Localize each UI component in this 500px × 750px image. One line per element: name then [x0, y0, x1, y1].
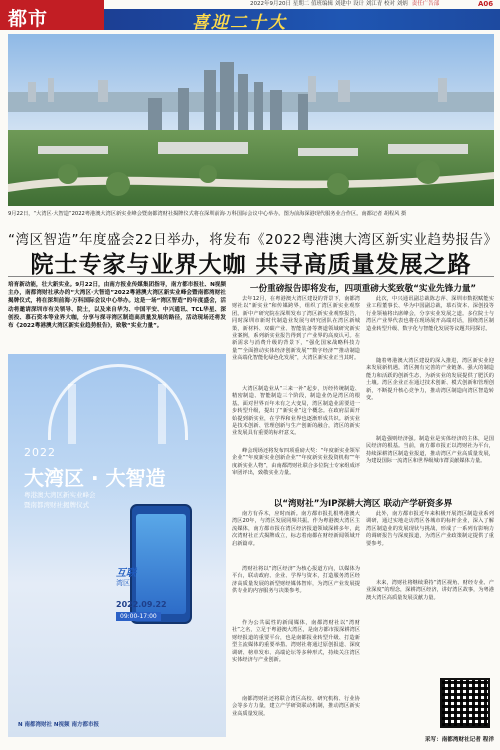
subhead-report: 一份重磅报告即将发布，四项重磅大奖致敬“实业先锋力量” — [249, 284, 477, 294]
article-headline: 院士专家与业界大咖 共寻高质量发展之路 — [30, 252, 472, 278]
body-paragraph: 南方有乔木，应时而新。南方都市报扎根粤港澳大湾区20年，与湾区发展同频共振。作为粤港澳大湾区主流媒体，南方都市报在湾区经济报道领域深耕多年，此次湾财社正式揭牌成立，标志着南都在财经新闻领域开启新篇章。 — [232, 511, 360, 547]
phone-screen — [136, 514, 186, 614]
article-lead: 培育新动能，壮大新实业。9月22日，由南方报业传媒集团指导，南方都市报社、N视频主办，南都湾财社承办的“大湾区·大智造”2022粤港澳大湾区新实业峰会暨南都湾财社揭牌仪式，将在深圳前海·万科国际会议中心举办。这是一场“湾区智造”的年度盛会，活动将邀请深圳市有关领导、院士，以及来自华为、中国平安、中兴通讯、TCL华星、深创投、慕石资本等业界大咖，分享与探寻湾区制造高质量发展的路径，活动现场还将发布《2022粤港澳大湾区新实业趋势报告》，致敬“实业力量”。 — [8, 282, 226, 330]
lead-photo — [8, 34, 494, 206]
ad-year: 2022 — [24, 446, 56, 459]
ad-subtitle-1: 粤港澳大湾区新实业峰会 — [24, 491, 96, 499]
article-kicker: “湾区智造”年度盛会22日举办，将发布《2022粤港澳大湾区新实业趋势报告》 — [8, 232, 498, 248]
body-paragraph: 此次，中兴通讯副总裁陈志萍、深圳市数据赋能实业工程董事长、华为中国副总裁，慕石资本、深创投等行业领袖将出席峰会，分享实业发展之道。多位院士与湾区产业界代表也将在现场展开高端对话，围绕湾区制造业转型升级、数字化与智能化发展等议题共同探讨。 — [366, 296, 494, 332]
body-paragraph: 作为公共属性的新闻媒体，南都湾财社以“湾财社”之名，立足于粤港澳大湾区，是南方都市报深耕湾区财经报道的重要平台，也是南都报业转型升级、打造新型主流媒体的重要举措。湾财社将通过原创报道、深度调研、榜单发布、高端论坛等多种形式，持续关注湾区实体经济与产业创新。 — [232, 620, 360, 664]
body-paragraph: 制造强则经济强。制造业是实体经济的主体，是国民经济的根基。当前，南方都市报正以湾财社为平台，持续深耕湾区制造业报道，推动湾区产业高质量发展，为建设国际一流湾区和世界级城市群贡献媒体力量。 — [366, 436, 494, 465]
meta-date: 2022年9月20日 星期二 值班编辑 刘建中 设计 刘江青 校对 刘炳 — [250, 1, 408, 7]
page-number: A06 — [478, 0, 494, 8]
city-skyline-image — [8, 34, 494, 206]
pillar-graphic — [68, 384, 76, 444]
meta-tag: 责任广告部 — [411, 1, 440, 7]
body-paragraph: 峰会现场还将发布四项重磅大奖：“年度新实业领军企业”“年度新实业创新企业”“年度新实业投资机构”“年度新实业人物”，由南都湾财社联合多位院士专家组成评审团评出，致敬实业力量。 — [232, 448, 360, 477]
headline-divider — [8, 276, 494, 277]
ad-logos: N 南都湾财社 N视频 南方都市报 — [18, 722, 99, 728]
page-header — [0, 0, 500, 33]
banner-title: 喜迎二十大 — [192, 13, 287, 33]
body-paragraph: 大湾区制造业从“三来一补”起步，历经传统制造、精密制造、智能制造三个阶段，制造业仍是湾区的根基。面对世界百年未有之大变局，湾区制造业需要进一步转型升级，提出了“新实业”这个概念。在政府层面开始提到新实业，在学界和业界也逐渐形成共识。新实业是技术创新、管理创新与生产创新的融合，湾区的新实业发展具有重要的标杆意义。 — [232, 386, 360, 437]
ad-time: 09:00-17:00 — [116, 612, 161, 621]
section-name: 都市 — [8, 8, 49, 30]
ad-subtitle-2: 暨南都湾财社揭牌仪式 — [24, 501, 89, 509]
event-advertisement — [8, 354, 226, 737]
ad-live-label: 互联 — [116, 568, 136, 579]
photo-caption: 9月22日，“大湾区·大智造”2022粤港澳大湾区新实业峰会暨南都湾财社揭牌仪式将在深圳前海·万科国际会议中心举办。图为前海深港现代服务业合作区。南都记者 胡程风 摄 — [8, 211, 407, 217]
body-paragraph: 南都湾财社还将联合湾区高校、研究机构、行业协会等多方力量，建立产学研资联动机制，推动湾区新实业高质量发展。 — [232, 696, 360, 717]
ad-date: 2022.09.22 — [116, 600, 167, 609]
ad-live-sub: 湾区 — [116, 579, 130, 587]
body-paragraph: 湾财社将以“湾区经济”为核心报道方向，以媒体为平台，联动政府、企业、学界与资本，打造服务湾区经济高质量发展的新型财经媒体智库，为湾区产业发展提供专业的内容服务与决策参考。 — [232, 566, 360, 595]
header-banner — [104, 9, 500, 30]
body-paragraph: 去年12月，在粤港澳大湾区建设的背景下，南都湾财社以“新实业”和传媒跨界，组织了湾区新实业观察团。新中产研究院在深圳发布了湾区新实业观察报告，同时深圳市新时代制造业发展与研究团队在湾区新城策，新材料、双碳产业、智能装备等赛道领域研究新实业案例，系列新实业报告得到了产业界的高度认可。在新需求与消费升级的背景下，“强化国家战略科技力量”“全面推动实体经济创新发展”“数字经济”“推动制造业高端化智能化绿色化发展”，大湾区新实业正当其时。 — [232, 296, 360, 362]
article-byline: 采写：南都湾财社记者 程洋 — [424, 737, 494, 743]
body-paragraph: 随着粤港澳大湾区建设的深入推进，湾区新实业迎来发展新机遇。湾区拥有完善的产业链条、强大的制造能力和活跃的创新生态，为新实业的发展提供了肥沃的土壤。湾区企业正在通过技术创新、模式创新和管理创新，不断提升核心竞争力，推动湾区制造向湾区智造转变。 — [366, 358, 494, 402]
body-paragraph: 未来，湾财社将继续秉持“湾区视角、财经专业、产业深度”的理念，深耕湾区经济，讲好湾区故事，为粤港澳大湾区高质量发展贡献力量。 — [366, 580, 494, 601]
qr-code-image — [440, 678, 490, 728]
subhead-ip: 以“湾财社”为IP深耕大湾区 联动产学研资多界 — [273, 499, 453, 509]
section-label — [0, 0, 104, 30]
ad-title: 大湾区 · 大智造 — [24, 466, 166, 490]
body-paragraph: 此外，南方都市报近年来积极开展湾区制造业系列调研，通过实地走访湾区各城市的标杆企业，深入了解湾区制造业的发展现状与挑战，形成了一系列有影响力的调研报告与深度报道，为湾区产业政策制定提供了重要参考。 — [366, 511, 494, 547]
pillar-graphic — [158, 384, 166, 444]
